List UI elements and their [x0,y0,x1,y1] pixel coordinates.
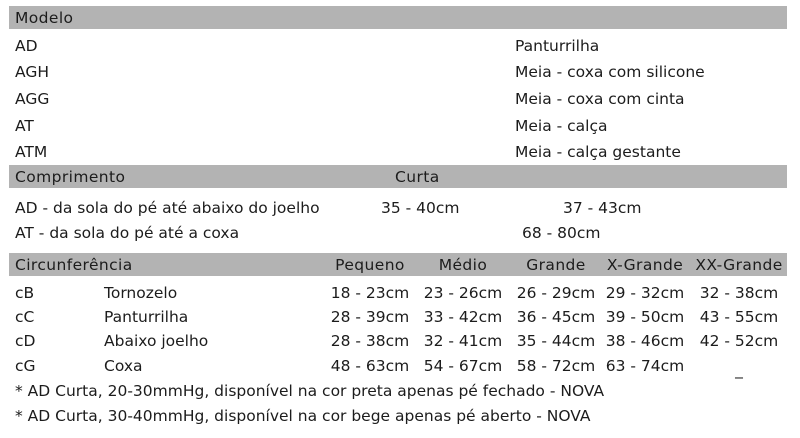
modelo-code: AGH [15,63,49,81]
circ-value: 28 - 38cm [330,332,410,350]
circ-value: 23 - 26cm [423,284,503,302]
circ-code: cC [15,308,35,326]
circ-value: 32 - 38cm [699,284,779,302]
modelo-code: ATM [15,143,48,161]
modelo-code: AD [15,37,38,55]
circ-value: 28 - 39cm [330,308,410,326]
circ-value: 43 - 55cm [699,308,779,326]
note: * AD Curta, 20-30mmHg, disponível na cor preta apenas pé fechado - NOVA [15,382,605,400]
comprimento-header: Comprimento [15,168,126,186]
size-column-header: Médio [438,256,488,274]
modelo-desc: Meia - calça gestante [515,143,681,161]
modelo-header: Modelo [15,9,74,27]
circ-value: 39 - 50cm [605,308,685,326]
circ-value: 18 - 23cm [330,284,410,302]
circ-name: Panturrilha [104,308,189,326]
modelo-desc: Meia - coxa com silicone [515,63,705,81]
size-column-header: Grande [526,256,586,274]
circ-value: 29 - 32cm [605,284,685,302]
circ-value: 54 - 67cm [423,357,503,375]
comprimento-col-curta: Curta [395,168,440,186]
circ-value: 26 - 29cm [516,284,596,302]
circ-value: 48 - 63cm [330,357,410,375]
circ-value: 36 - 45cm [516,308,596,326]
circ-value: 33 - 42cm [423,308,503,326]
circ-value: _ [735,361,743,379]
circ-value: 58 - 72cm [516,357,596,375]
circ-name: Tornozelo [104,284,178,302]
comprimento-longa-value: 37 - 43cm [563,199,642,217]
modelo-code: AT [15,117,34,135]
modelo-desc: Meia - coxa com cinta [515,90,685,108]
circ-value: 35 - 44cm [516,332,596,350]
size-column-header: XX-Grande [695,256,783,274]
circ-code: cG [15,357,36,375]
circ-value: 32 - 41cm [423,332,503,350]
comprimento-label: AD - da sola do pé até abaixo do joelho [15,199,320,217]
circ-value: 38 - 46cm [605,332,685,350]
circunferencia-header: Circunferência [15,256,133,274]
circ-name: Coxa [104,357,143,375]
modelo-desc: Meia - calça [515,117,608,135]
circ-value: 63 - 74cm [605,357,685,375]
size-column-header: X-Grande [606,256,684,274]
circ-value: 42 - 52cm [699,332,779,350]
modelo-code: AGG [15,90,50,108]
comprimento-label: AT - da sola do pé até a coxa [15,224,240,242]
circ-code: cB [15,284,35,302]
comprimento-value: 68 - 80cm [522,224,601,242]
circ-code: cD [15,332,36,350]
circ-name: Abaixo joelho [104,332,209,350]
modelo-header-band [9,6,787,29]
comprimento-curta-value: 35 - 40cm [381,199,460,217]
size-column-header: Pequeno [335,256,405,274]
note: * AD Curta, 30-40mmHg, disponível na cor bege apenas pé aberto - NOVA [15,407,591,425]
modelo-desc: Panturrilha [515,37,600,55]
